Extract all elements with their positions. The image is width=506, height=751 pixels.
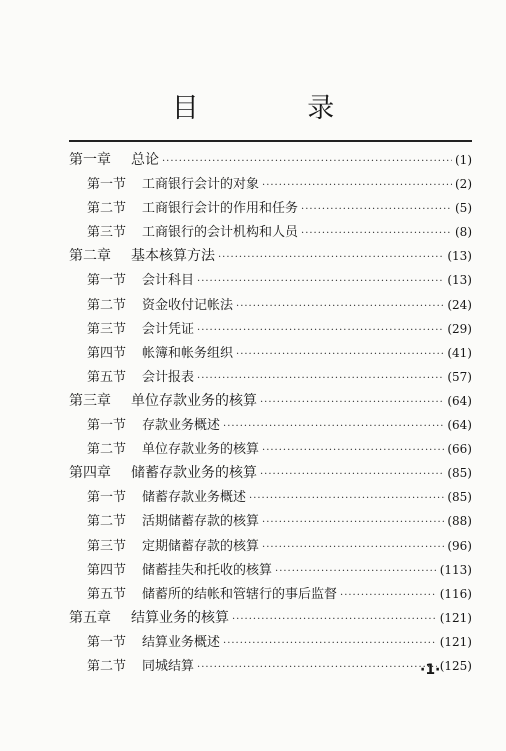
toc-entry-title: 会计报表	[142, 369, 195, 385]
toc-entry-page: (88)	[447, 514, 472, 529]
toc-section-row	[69, 485, 472, 509]
dot-leader	[275, 560, 437, 584]
toc-section-row	[69, 654, 472, 678]
dot-leader	[236, 343, 444, 367]
toc-entry-number: 第三节	[87, 538, 127, 554]
toc-entry-page: (13)	[447, 249, 472, 264]
toc-entry-number: 第一节	[87, 634, 127, 650]
page-title: 目 录	[171, 93, 385, 124]
toc-entry-page: (64)	[447, 418, 472, 433]
toc-entry-label	[87, 655, 194, 679]
toc-entry-number: 第三节	[87, 321, 127, 337]
toc-entry-number: 第一章	[69, 152, 111, 168]
dot-leader	[197, 319, 444, 343]
toc-entry-number: 第三节	[87, 225, 127, 241]
toc-entry-label	[87, 294, 233, 318]
toc-entry-page: (85)	[447, 490, 472, 505]
toc-section-row	[69, 534, 472, 558]
toc-entry-number: 第二节	[87, 201, 127, 217]
toc-entry-page: (64)	[447, 393, 472, 408]
toc-entry-number: 第二节	[87, 442, 127, 458]
toc-entry-number: 第一节	[87, 177, 127, 193]
toc-entry-number: 第五节	[87, 369, 127, 385]
toc-entry-page: (8)	[455, 225, 472, 240]
dot-leader	[197, 270, 444, 294]
toc-entry-title: 工商银行会计的对象	[142, 177, 260, 193]
toc-entry-title: 总论	[131, 152, 159, 168]
toc-entry-label	[87, 197, 298, 221]
toc-section-row	[69, 509, 472, 533]
toc-entry-page: (29)	[447, 321, 472, 336]
toc-entry-page: (125)	[439, 658, 472, 673]
toc-entry-number: 第一节	[87, 418, 127, 434]
toc-section-row	[69, 437, 472, 461]
toc-entry-label	[69, 389, 257, 413]
toc-entry-number: 第二节	[87, 658, 127, 674]
table-of-contents	[69, 148, 472, 678]
dot-leader	[260, 463, 444, 487]
toc-entry-title: 活期储蓄存款的核算	[142, 514, 260, 530]
toc-section-row	[69, 413, 472, 437]
toc-section-row	[69, 365, 472, 389]
dot-leader	[340, 584, 437, 608]
toc-entry-title: 定期储蓄存款的核算	[142, 538, 260, 554]
toc-entry-title: 基本核算方法	[131, 248, 215, 265]
toc-section-row	[69, 341, 472, 365]
toc-entry-title: 帐簿和帐务组织	[142, 345, 234, 361]
toc-entry-label	[87, 559, 272, 583]
toc-entry-label	[69, 148, 159, 172]
page-number: ·1·	[420, 662, 441, 678]
toc-entry-page: (41)	[447, 345, 472, 360]
toc-chapter-row	[69, 244, 472, 268]
toc-entry-label	[87, 583, 337, 607]
toc-entry-label	[87, 269, 194, 293]
toc-entry-title: 单位存款业务的核算	[131, 392, 257, 409]
toc-entry-title: 单位存款业务的核算	[142, 442, 260, 458]
dot-leader	[236, 295, 444, 319]
toc-entry-page: (2)	[455, 177, 472, 192]
toc-entry-label	[87, 342, 233, 366]
toc-entry-number: 第四节	[87, 345, 127, 361]
toc-entry-label	[87, 486, 246, 510]
toc-entry-title: 结算业务概述	[142, 634, 221, 650]
dot-leader	[197, 367, 444, 391]
dot-leader	[262, 174, 452, 198]
dot-leader	[218, 246, 444, 270]
dot-leader	[232, 608, 437, 632]
toc-entry-page: (13)	[447, 273, 472, 288]
toc-section-row	[69, 317, 472, 341]
dot-leader	[262, 511, 444, 535]
toc-entry-page: (121)	[439, 634, 472, 649]
dot-leader	[223, 632, 437, 656]
toc-entry-title: 储蓄所的结帐和管辖行的事后监督	[142, 586, 338, 602]
toc-entry-page: (116)	[439, 586, 472, 601]
toc-entry-number: 第二节	[87, 514, 127, 530]
toc-section-row	[69, 268, 472, 292]
toc-entry-title: 会计科目	[142, 273, 195, 289]
toc-entry-page: (85)	[447, 466, 472, 481]
toc-entry-number: 第一节	[87, 490, 127, 506]
toc-entry-page: (1)	[455, 153, 472, 167]
toc-entry-number: 第一节	[87, 273, 127, 289]
toc-entry-page: (5)	[455, 201, 472, 216]
toc-section-row	[69, 293, 472, 317]
toc-entry-label	[87, 631, 220, 655]
toc-entry-number: 第二节	[87, 297, 127, 313]
dot-leader	[223, 415, 444, 439]
toc-entry-title: 储蓄挂失和托收的核算	[142, 562, 273, 578]
toc-entry-label	[87, 535, 259, 559]
toc-section-row	[69, 196, 472, 220]
dot-leader	[262, 536, 444, 560]
toc-entry-label	[69, 461, 257, 485]
toc-chapter-row	[69, 461, 472, 485]
toc-entry-label	[69, 244, 215, 268]
toc-entry-label	[87, 221, 298, 245]
title-rule	[69, 140, 472, 142]
toc-entry-number: 第四节	[87, 562, 127, 578]
toc-entry-title: 结算业务的核算	[131, 609, 229, 626]
dot-leader	[197, 656, 437, 680]
toc-entry-title: 工商银行的会计机构和人员	[142, 225, 299, 241]
dot-leader	[260, 391, 444, 415]
toc-entry-number: 第五节	[87, 586, 127, 602]
toc-entry-label	[87, 318, 194, 342]
toc-entry-title: 资金收付记帐法	[142, 297, 234, 313]
toc-entry-title: 同城结算	[142, 658, 195, 674]
toc-entry-number: 第四章	[69, 465, 111, 482]
toc-entry-number: 第二章	[69, 248, 111, 265]
toc-entry-number: 第五章	[69, 609, 111, 626]
toc-entry-page: (66)	[447, 442, 472, 457]
toc-section-row	[69, 582, 472, 606]
toc-section-row	[69, 220, 472, 244]
toc-entry-label	[87, 173, 259, 197]
dot-leader	[262, 439, 444, 463]
dot-leader	[301, 222, 452, 246]
toc-entry-title: 储蓄存款业务概述	[142, 490, 247, 506]
toc-entry-label	[87, 366, 194, 390]
toc-entry-page: (57)	[447, 369, 472, 384]
dot-leader	[301, 198, 452, 222]
toc-section-row	[69, 172, 472, 196]
toc-entry-title: 会计凭证	[142, 321, 195, 337]
toc-section-row	[69, 558, 472, 582]
toc-chapter-row	[69, 606, 472, 630]
toc-entry-label	[69, 606, 229, 630]
dot-leader	[249, 487, 444, 511]
toc-entry-page: (24)	[447, 297, 472, 312]
toc-entry-page: (121)	[439, 610, 472, 625]
toc-entry-number: 第三章	[69, 392, 111, 409]
toc-entry-label	[87, 414, 220, 438]
toc-entry-label	[87, 438, 259, 462]
toc-entry-title: 储蓄存款业务的核算	[131, 465, 257, 482]
toc-entry-label	[87, 510, 259, 534]
toc-entry-title: 存款业务概述	[142, 418, 221, 434]
dot-leader	[162, 150, 452, 174]
toc-chapter-row	[69, 389, 472, 413]
toc-entry-page: (96)	[447, 538, 472, 553]
toc-chapter-row	[69, 148, 472, 172]
toc-entry-page: (113)	[439, 562, 472, 577]
toc-entry-title: 工商银行会计的作用和任务	[142, 201, 299, 217]
toc-section-row	[69, 630, 472, 654]
